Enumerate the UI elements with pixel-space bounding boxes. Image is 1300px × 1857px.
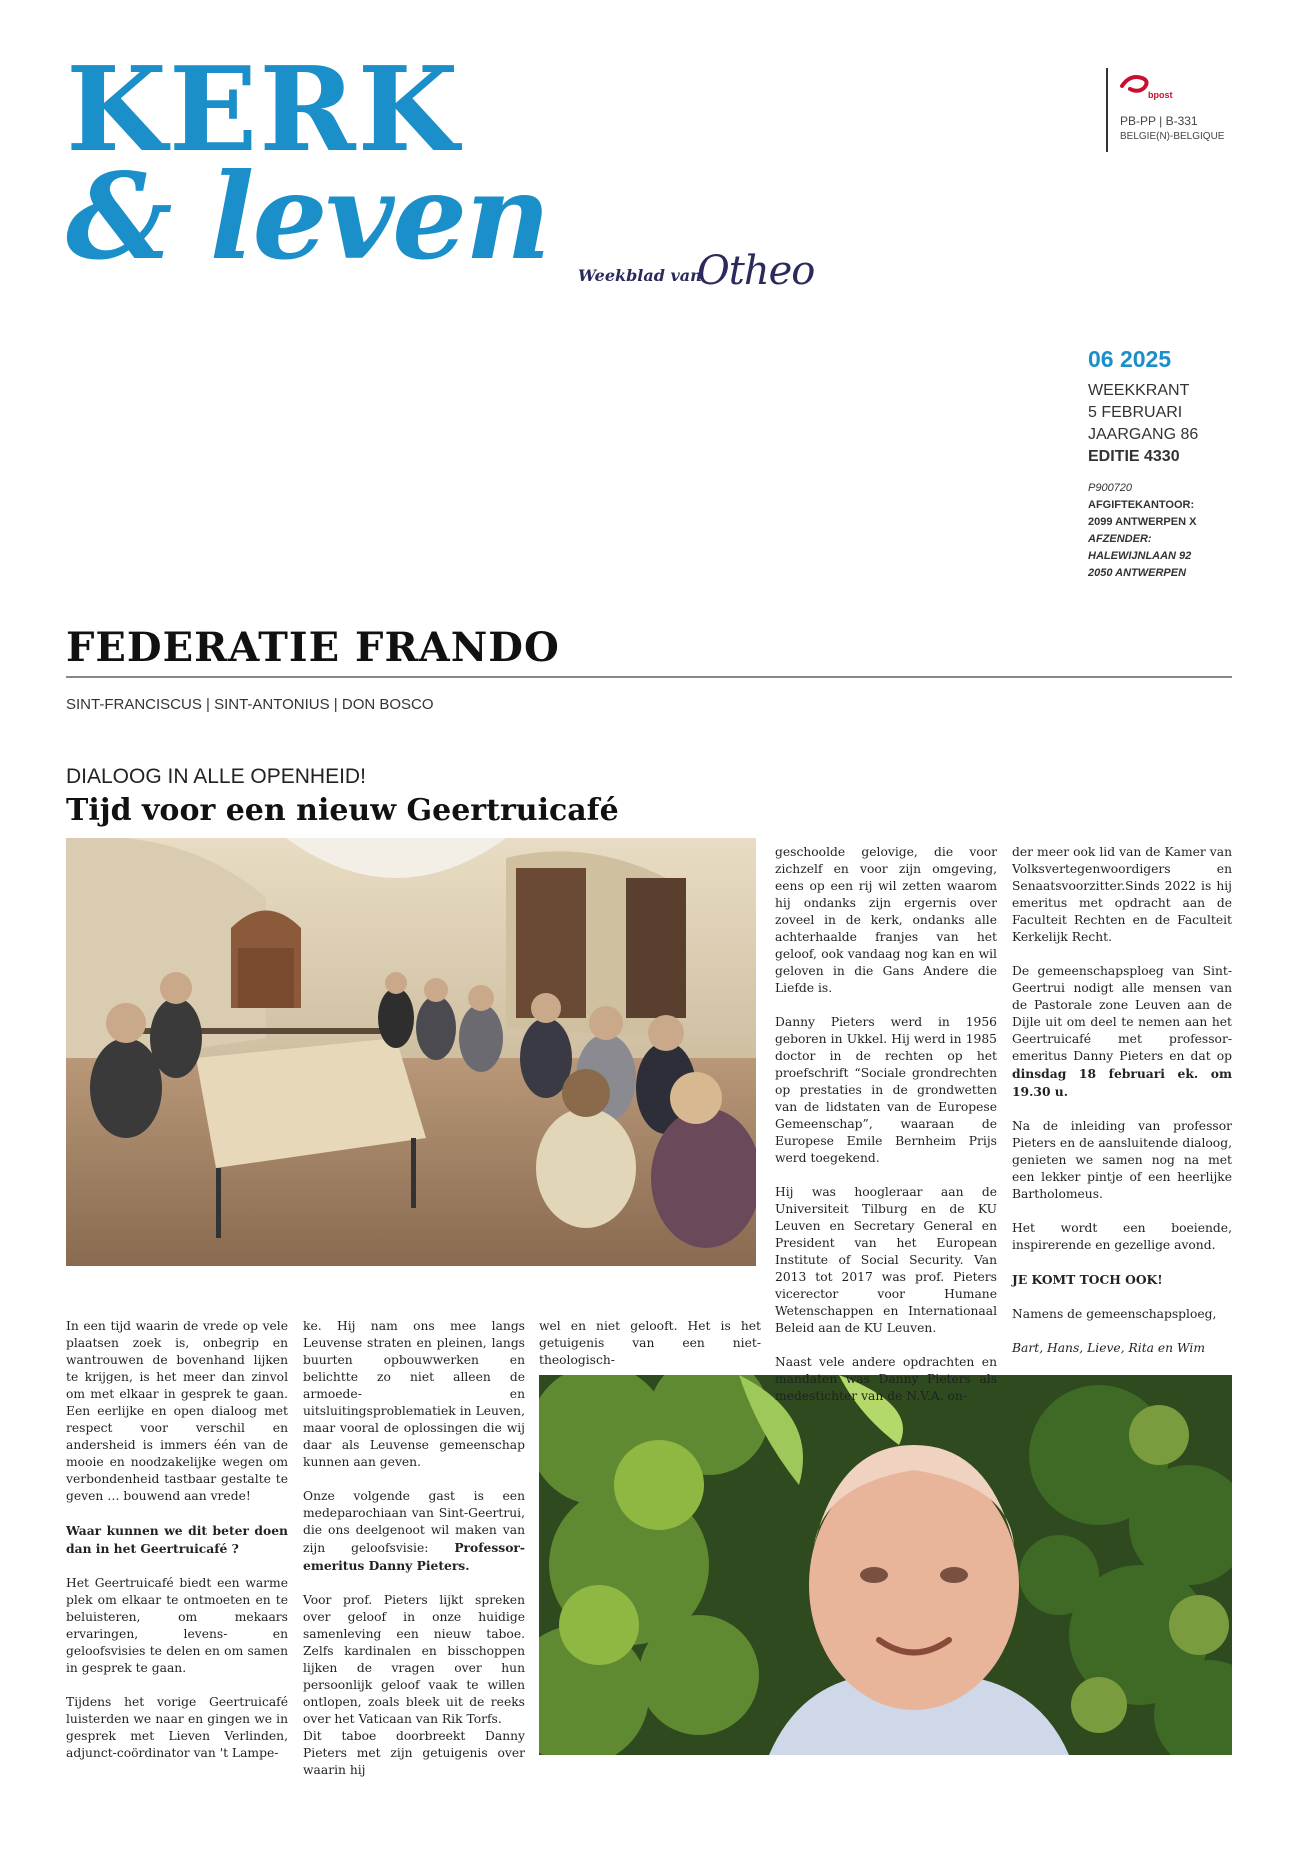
office-label: AFGIFTEKANTOOR: bbox=[1088, 499, 1195, 511]
col2-paragraph-3: Voor prof. Pieters lijkt spreken over geloof in onze huidige samenleving een nieuw taboe. Zelfs kardinalen en bisschoppen lijken de vragen over hun persoonlijk geloof vaak te willen ontlopen, zoals bleek uit de reeks over het Vaticaan van Rik Torfs. bbox=[303, 1593, 525, 1726]
edition-edition: EDITIE 4330 bbox=[1088, 448, 1180, 465]
postal-code: PB-PP | B-331 bbox=[1120, 114, 1198, 128]
col2-paragraph-1: ke. Hij nam ons mee langs Leuvense straten en pleinen, langs buurten opbouwwerken en belichtte zo niet alleen de armoede- en uitsluitingsproblematiek in Leuven, maar vooral de oplossingen die wij daar als Leuvense gemeenschap kunnen aan geven. bbox=[303, 1319, 525, 1469]
tagline: Weekblad van bbox=[578, 266, 702, 285]
section-subtitle: SINT-FRANCISCUS | SINT-ANTONIUS | DON BOSCO bbox=[66, 696, 434, 713]
postal-country: BELGIE(N)-BELGIQUE bbox=[1120, 131, 1225, 142]
article-column-3-bottom bbox=[539, 1318, 761, 1369]
col4-signature: Bart, Hans, Lieve, Rita en Wim bbox=[1012, 1341, 1206, 1355]
sender-city: 2050 ANTWERPEN bbox=[1088, 567, 1187, 579]
meeting-photo bbox=[66, 838, 756, 1266]
edition-number: 06 2025 bbox=[1088, 346, 1172, 372]
col1-paragraph-1: In een tijd waarin de vrede op vele plaatsen zoek is, onbegrip en wantrouwen de bovenhand lijken te krijgen, is het meer dan zinvol om met elkaar in gesprek te gaan. Een eerlijke en open dialoog met respect voor verschil en andersheid is immers één van de mooie en noodzakelijke wegen om verbondenheid tastbaar gestalte te geven … bouwend aan vrede! bbox=[66, 1319, 288, 1503]
edition-volume: JAARGANG 86 bbox=[1088, 426, 1199, 443]
edition-date: 5 FEBRUARI bbox=[1088, 404, 1183, 421]
article-column-3 bbox=[775, 844, 997, 1405]
edition-type: WEEKKRANT bbox=[1088, 382, 1190, 399]
col4-paragraph-3: Na de inleiding van professor Pieters en de aansluitende dialoog, genieten we samen nog na met een lekker pintje of een heerlijke Bartholomeus. bbox=[1012, 1119, 1232, 1201]
article-column-4 bbox=[1012, 844, 1232, 1357]
col3-paragraph-2: Danny Pieters werd in 1956 geboren in Ukkel. Hij werd in 1985 doctor in de rechten op het proefschrift “Sociale grondrechten op prestaties in de grondwetten van de lidstaten van de Europese Gemeenschap”, waaraan de Europese Emile Bernheim Prijs werd toegekend. bbox=[775, 1015, 997, 1165]
col1-paragraph-3: Tijdens het vorige Geertruicafé luisterden we naar en gingen we in gesprek met Lieven Verlinden, adjunct-coördinator van 't Lampe- bbox=[66, 1695, 288, 1760]
article-headline: Tijd voor een nieuw Geertruicafé bbox=[66, 793, 619, 828]
article-column-2 bbox=[303, 1318, 525, 1779]
sender-street: HALEWIJNLAAN 92 bbox=[1088, 550, 1192, 562]
col3-paragraph-4: Naast vele andere opdrachten en mandaten was Danny Pieters als medestichter van de N.V.A. on- bbox=[775, 1355, 997, 1403]
col4-call: JE KOMT TOCH OOK! bbox=[1012, 1272, 1163, 1287]
col4-paragraph-2: De gemeenschapsploeg van Sint-Geertrui nodigt alle mensen van de Pastorale zone Leuven aan de Dijle uit om deel te nemen aan het Geertruicafé met professor-emeritus Danny Pieters en dat op dinsdag 18 februari ek. om 19.30 u. bbox=[1012, 964, 1232, 1099]
col4-paragraph-1: der meer ook lid van de Kamer van Volksvertegenwoordigers en Senaatsvoorzitter.Sinds 2022 is hij emeritus met opdracht aan de Faculteit Rechten en de Faculteit Kerkelijk Recht. bbox=[1012, 845, 1232, 944]
section-divider bbox=[66, 676, 1232, 678]
ship-code: P900720 bbox=[1088, 482, 1133, 494]
col4-paragraph-4: Het wordt een boeiende, inspirerende en gezellige avond. bbox=[1012, 1221, 1232, 1252]
article-column-1 bbox=[66, 1318, 288, 1762]
col3-paragraph-3: Hij was hoogleraar aan de Universiteit Tilburg en de KU Leuven en Secretary General en President van het European Institute of Social Security. Van 2013 tot 2017 was prof. Pieters vicerector voor Humane Wetenschappen en Internationaal Beleid aan de KU Leuven. bbox=[775, 1185, 997, 1335]
col2-paragraph-4: Dit taboe doorbreekt Danny Pieters met zijn getuigenis over waarin hij bbox=[303, 1729, 525, 1777]
col2-paragraph-2: Onze volgende gast is een medeparochiaan van Sint-Geertrui, die ons deelgenoot wil maken van zijn geloofsvisie: Professor-emeritus Danny Pieters. bbox=[303, 1489, 525, 1573]
col3-paragraph-1: geschoolde gelovige, die voor zichzelf en voor zijn omgeving, eens op een rij wil zetten waarom hij ondanks zijn ergernis over zoveel in de kerk, ondanks alle achterhaalde franjes van het geloof, ook vandaag nog kan en wil geloven in die Gans Andere die Liefde is. bbox=[775, 845, 997, 995]
bpost-label: bpost bbox=[1148, 90, 1173, 100]
section-title: FEDERATIE FRANDO bbox=[66, 624, 560, 671]
logo-leven: & leven bbox=[66, 147, 549, 286]
sender-label: AFZENDER: bbox=[1088, 533, 1152, 545]
article-kicker: DIALOOG IN ALLE OPENHEID! bbox=[66, 765, 366, 788]
col1-question: Waar kunnen we dit beter doen dan in het Geertruicafé ? bbox=[66, 1523, 288, 1556]
brand-logo: Otheo bbox=[697, 248, 815, 294]
logo-kerk: KERK bbox=[66, 42, 461, 178]
col4-sender: Namens de gemeenschapsploeg, bbox=[1012, 1307, 1217, 1321]
col1-paragraph-2: Het Geertruicafé biedt een warme plek om elkaar te ontmoeten en te beluisteren, om mekaars ervaringen, levens- en geloofsvisies te delen en om samen in gesprek te gaan. bbox=[66, 1576, 288, 1675]
office: 2099 ANTWERPEN X bbox=[1088, 516, 1197, 528]
portrait-photo bbox=[539, 1375, 1232, 1755]
col3-bottom-text: wel en niet gelooft. Het is het getuigenis van een niet-theologisch- bbox=[539, 1319, 761, 1367]
